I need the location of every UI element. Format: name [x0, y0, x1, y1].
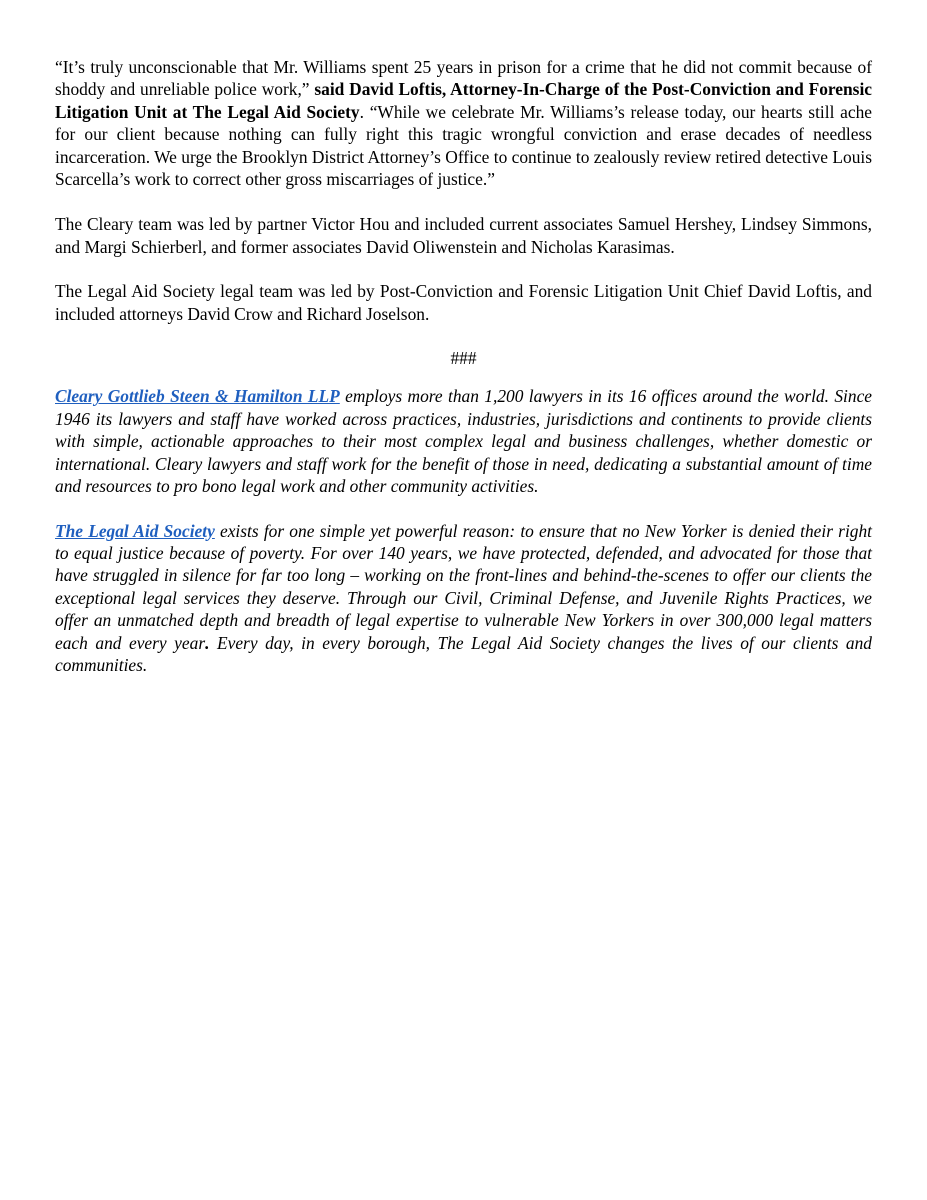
quote-text: “It’s truly unconscionable that Mr. Williams spent 25 years in prison for a crime that he did not commit because of shoddy and unreliable police work,”: [55, 57, 872, 100]
about-cleary-text: employs more than 1,200 lawyers in its 16 offices around the world. Since 1946 its lawyers and staff have worked across practices, industries, jurisdictions and continents to provide clients with simple, actionable approaches to their most complex legal and business challenges, whether domestic or international. Cleary lawyers and staff work for the benefit of those in need, dedicating a substantial amount of time and resources to pro bono legal work and other community activities.: [55, 386, 873, 497]
legal-aid-link[interactable]: The Legal Aid Society: [55, 520, 215, 541]
quote-paragraph: [55, 56, 872, 190]
about-legal-aid-paragraph: [55, 520, 872, 677]
quote-text-continued: . “While we celebrate Mr. Williams’s release today, our hearts still ache for our client because nothing can fully right this tragic wrongful conviction and erase decades of needless incarceration. We urge the Brooklyn District Attorney’s Office to continue to zealously review retired detective Louis Scarcella’s work to correct other gross miscarriages of justice.”: [55, 101, 872, 190]
document-page: [55, 56, 872, 676]
cleary-team-paragraph: The Cleary team was led by partner Victor Hou and included current associates Samuel Hershey, Lindsey Simmons, and Margi Schierberl, and former associates David Oliwenstein and Nicholas Karasimas.: [55, 214, 872, 257]
quote-attribution: said David Loftis, Attorney-In-Charge of the Post-Conviction and Forensic Litigation Unit at The Legal Aid Society: [55, 79, 873, 122]
section-separator: ###: [450, 348, 477, 369]
cleary-link[interactable]: Cleary Gottlieb Steen & Hamilton LLP: [55, 386, 340, 407]
bold-period: .: [205, 632, 210, 653]
about-legal-aid-text: exists for one simple yet powerful reason: to ensure that no New Yorker is denied their right to equal justice because of poverty. For over 140 years, we have protected, defended, and advocated for those that have struggled in silence for far too long – working on the front-lines and behind-the-scenes to offer our clients the exceptional legal services they deserve. Through our Civil, Criminal Defense, and Juvenile Rights Practices, we offer an unmatched depth and breadth of legal expertise to vulnerable New Yorkers in over 300,000 legal matters each and every year: [55, 520, 872, 653]
about-legal-aid-text-end: Every day, in every borough, The Legal Aid Society changes the lives of our clients and communities.: [55, 632, 872, 675]
about-cleary-paragraph: [55, 385, 872, 497]
legal-aid-team-paragraph: The Legal Aid Society legal team was led by Post-Conviction and Forensic Litigation Unit Chief David Loftis, and included attorneys David Crow and Richard Joselson.: [55, 281, 872, 324]
